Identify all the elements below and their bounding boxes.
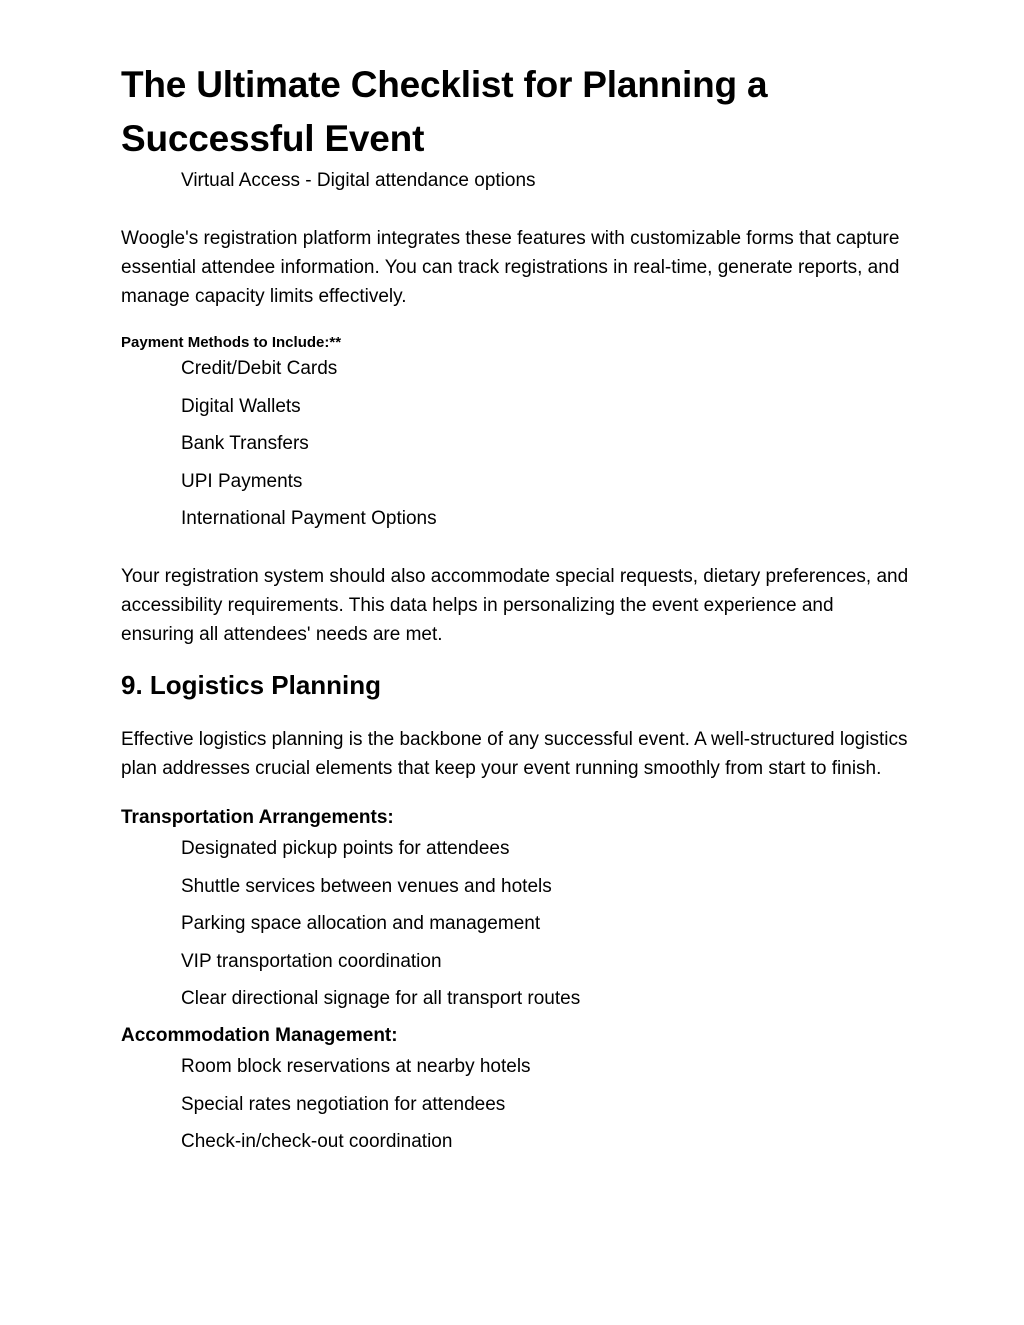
document-page (121, 58, 911, 1155)
section-heading-logistics: 9. Logistics Planning (121, 670, 382, 700)
virtual-access-line: Virtual Access - Digital attendance options (181, 170, 536, 191)
accommodation-label: Accommodation Management: (121, 1025, 398, 1046)
list-item: UPI Payments (181, 470, 303, 492)
list-item: International Payment Options (181, 508, 437, 529)
logistics-intro-paragraph: Effective logistics planning is the backbone of any successful event. A well-structured logistics plan addresses crucial elements that keep your event running smoothly from start to finish. (121, 729, 908, 779)
list-item: Designated pickup points for attendees (181, 838, 510, 859)
payment-methods-list (121, 356, 911, 532)
list-item: Clear directional signage for all transport routes (181, 988, 581, 1009)
list-item: Check-in/check-out coordination (181, 1131, 453, 1152)
accommodation-list (121, 1054, 911, 1155)
list-item: VIP transportation coordination (181, 950, 442, 972)
payment-methods-label: Payment Methods to Include:** (121, 334, 342, 351)
transportation-list (121, 836, 911, 1012)
list-item: Parking space allocation and management (181, 913, 541, 934)
list-item: Digital Wallets (181, 395, 301, 417)
list-item: Shuttle services between venues and hotels (181, 875, 552, 897)
list-item: Bank Transfers (181, 433, 309, 454)
list-item: Room block reservations at nearby hotels (181, 1056, 531, 1077)
list-item: Credit/Debit Cards (181, 358, 338, 379)
list-item: Special rates negotiation for attendees (181, 1093, 506, 1115)
transportation-label: Transportation Arrangements: (121, 807, 394, 828)
document-title: The Ultimate Checklist for Planning a Successful Event (121, 64, 768, 159)
registration-paragraph: Woogle's registration platform integrates these features with customizable forms that capture essential attendee information. You can track registrations in real-time, generate reports, and manage capacity limits effectively. (121, 228, 900, 307)
special-requests-paragraph: Your registration system should also accommodate special requests, dietary preferences, and accessibility requirements. This data helps in personalizing the event experience and ensuring all attendees' needs are met. (121, 566, 909, 645)
